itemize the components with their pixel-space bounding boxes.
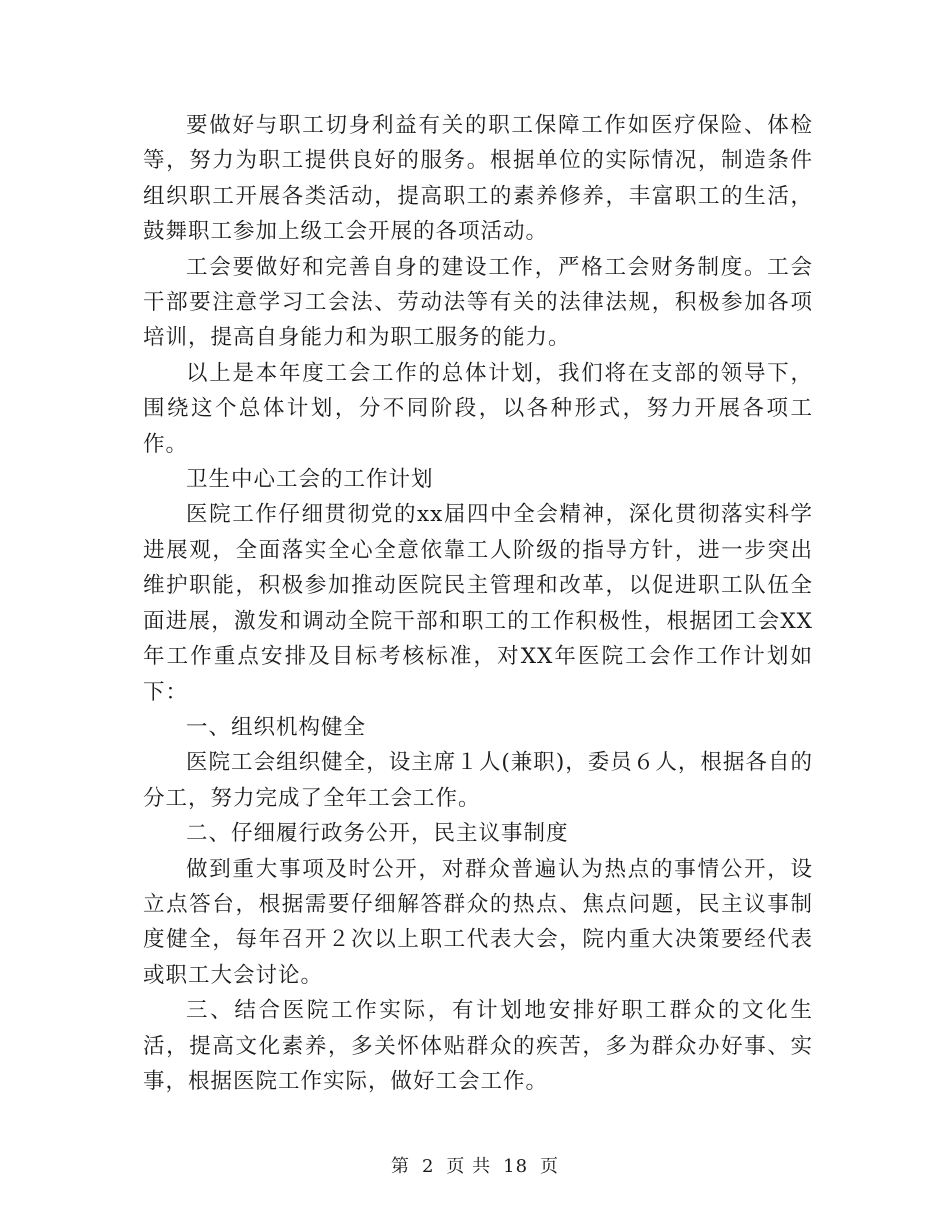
page-number-footer — [0, 1152, 950, 1178]
paragraph-summary: 以上是本年度工会工作的总体计划，我们将在支部的领导下，围绕这个总体计划，分不同阶段，以各种形式，努力开展各项工作。 — [143, 360, 813, 457]
footer-suffix: 页 — [540, 1156, 560, 1177]
footer-total-pages: 18 — [503, 1156, 529, 1177]
paragraph-transparency: 做到重大事项及时公开，对群众普遍认为热点的事情公开，设立点答台，根据需要仔细解答群众的热点、焦点问题，民主议事制度健全，每年召开２次以上职工代表大会，院内重大决策要经代表或职工大会讨论。 — [143, 856, 813, 988]
footer-page-number: 2 — [421, 1156, 435, 1177]
document-body — [143, 108, 813, 1099]
heading-transparency: 二、仔细履行政务公开，民主议事制度 — [186, 821, 569, 847]
paragraph-culture: 三、结合医院工作实际，有计划地安排好职工群众的文化生活，提高文化素养，多关怀体贴群众的疾苦，多为群众办好事、实事，根据医院工作实际，做好工会工作。 — [143, 998, 813, 1094]
footer-middle: 页 共 — [446, 1156, 492, 1177]
section-title: 卫生中心工会的工作计划 — [186, 467, 434, 493]
paragraph-welfare: 要做好与职工切身利益有关的职工保障工作如医疗保险、体检等，努力为职工提供良好的服务。根据单位的实际情况，制造条件组织职工开展各类活动，提高职工的素养修养，丰富职工的生活，鼓舞职工参加上级工会开展的各项活动。 — [143, 113, 813, 245]
footer-prefix: 第 — [390, 1156, 410, 1177]
heading-organization: 一、组织机构健全 — [186, 714, 367, 740]
paragraph-organization: 医院工会组织健全，设主席１人(兼职)，委员６人，根据各自的分工，努力完成了全年工会工作。 — [143, 750, 813, 811]
paragraph-intro: 医院工作仔细贯彻党的xx届四中全会精神，深化贯彻落实科学进展观，全面落实全心全意依靠工人阶级的指导方针，进一步突出维护职能，积极参加推动医院民主管理和改革，以促进职工队伍全面进展，激发和调动全院干部和职工的工作积极性，根据团工会XX年工作重点安排及目标考核标准，对XX年医院工会作工作计划如下： — [143, 502, 813, 705]
paragraph-self-construction: 工会要做好和完善自身的建设工作，严格工会财务制度。工会干部要注意学习工会法、劳动法等有关的法律法规，积极参加各项培训，提高自身能力和为职工服务的能力。 — [143, 254, 813, 351]
